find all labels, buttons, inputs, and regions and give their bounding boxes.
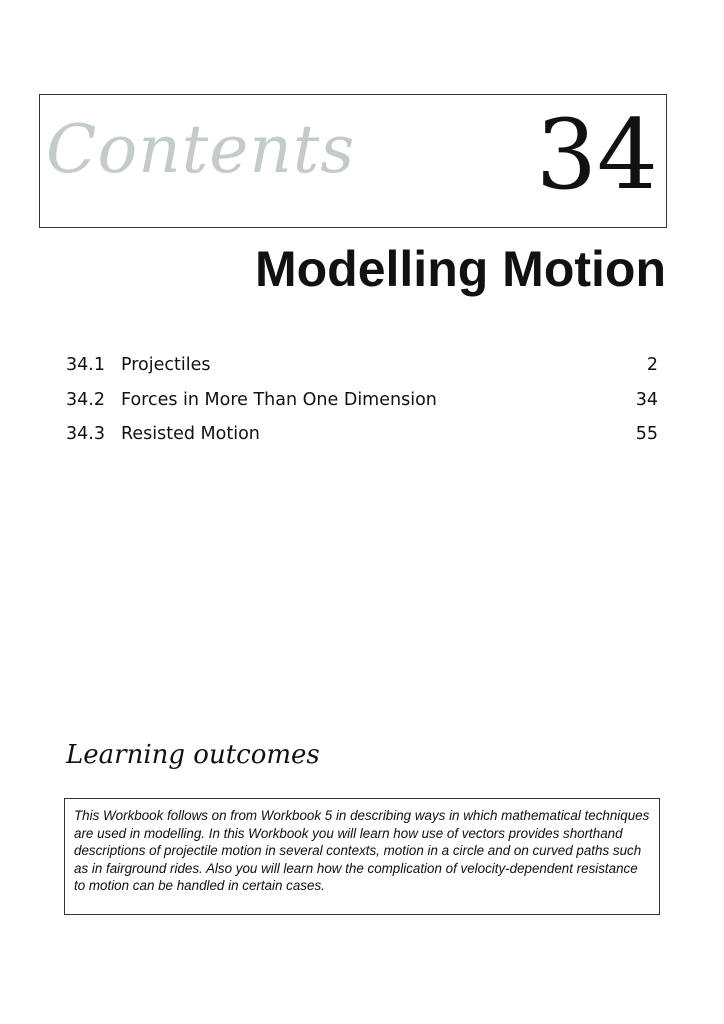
table-of-contents — [66, 355, 658, 459]
chapter-header-box — [39, 94, 667, 228]
toc-section-number: 34.1 — [66, 355, 105, 375]
toc-page-number: 34 — [635, 389, 658, 410]
toc-section-number: 34.3 — [66, 424, 105, 444]
learning-outcomes-heading: Learning outcomes — [66, 740, 320, 770]
learning-outcomes-text: This Workbook follows on from Workbook 5 in describing ways in which mathematical techniques are used in modelling. In this Workbook you will learn how use of vectors provides shorthand descriptions of projectile motion in several contexts, motion in a circle and on curved paths such as in fairground rides. Also you will learn how the complication of velocity-dependent resistance to motion can be handled in certain cases. — [74, 808, 650, 894]
chapter-number: 34 — [535, 99, 658, 211]
toc-page-number: 2 — [646, 355, 658, 375]
toc-page-number: 55 — [635, 424, 658, 444]
toc-section-title: Projectiles — [121, 355, 211, 375]
toc-entry-projectiles[interactable] — [66, 355, 658, 390]
toc-section-title: Resisted Motion — [121, 424, 260, 444]
toc-section-number: 34.2 — [66, 389, 105, 410]
contents-label: Contents — [46, 111, 356, 188]
toc-entry-forces[interactable] — [66, 390, 658, 425]
toc-section-title: Forces in More Than One Dimension — [121, 389, 437, 410]
toc-entry-resisted-motion[interactable] — [66, 424, 658, 459]
learning-outcomes-box — [64, 798, 660, 915]
workbook-title: Modelling Motion — [254, 241, 666, 297]
